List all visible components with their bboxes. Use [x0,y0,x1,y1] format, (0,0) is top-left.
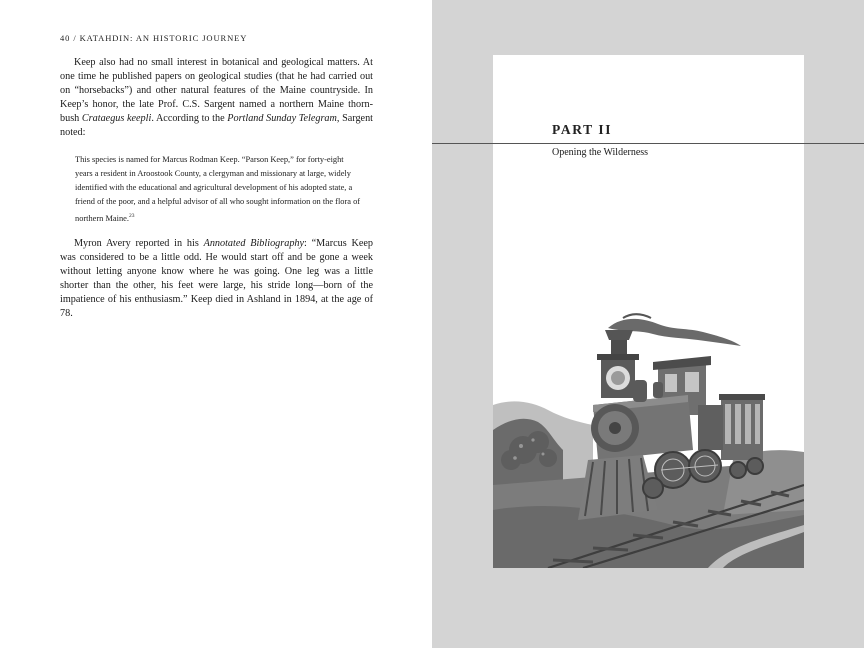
passenger-car [719,394,765,460]
part-rule [432,143,864,144]
running-head: 40 / KATAHDIN: AN HISTORIC JOURNEY [60,33,248,43]
body-paragraph-2: Myron Avery reported in his Annotated Bibliography: “Marcus Keep was considered to be a little odd. He would start off and be gone a week without letting anyone know where he was going. One leg was a little shorter than the other, his feet were large, his stride long—born of the impatience of his enthusiasm.” Keep died in Ashland in 1894, at the age of 78. [60,238,374,320]
italic-species-name: Crataegus keepli [81,113,152,125]
italic-book-title: Annotated Bibliography [203,238,305,249]
locomotive-illustration [493,310,804,568]
footnote-marker: 23 [128,213,135,220]
smokebox [591,404,639,452]
body-paragraph-1: Keep also had no small interest in botanical and geological matters. At one time he published papers on geological studies (that he had carried out on “horsebacks”) and other natural features of the Maine countryside. In Keep’s honor, the late Prof. C.S. Sargent named a northern Maine thorn-bush Crataegus keepli. According to the Portland Sunday Telegram, Sargent noted: [60,57,374,139]
right-page [432,0,864,648]
italic-newspaper-name: Portland Sunday Telegram [227,113,337,125]
part-subtitle: Opening the Wilderness [552,147,649,158]
block-quote: This species is named for Marcus Rodman Keep. “Parson Keep,” for forty-eight years a resident in Aroostook County, a clergyman and missionary at large, widely identified with the educational and agricultural development of his adopted state, a friend of the poor, and a helpful advisor of all who sought information on the flora of northern Maine.$^{23}$ [75,155,361,224]
headlamp [597,354,639,398]
part-title: PART II [552,122,613,137]
